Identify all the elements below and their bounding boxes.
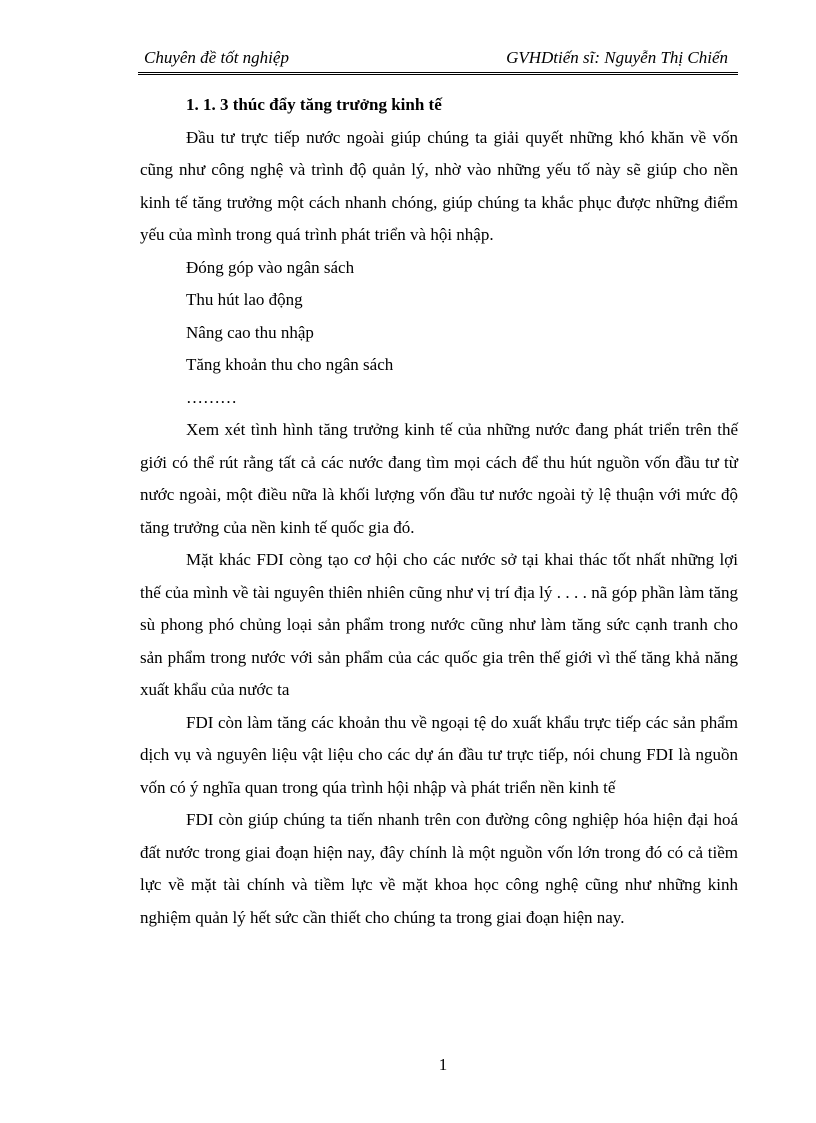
body-paragraph: FDI còn giúp chúng ta tiến nhanh trên con đường công nghiệp hóa hiện đại hoá đất nước trong giai đoạn hiện nay, đây chính là một nguồn vốn lớn trong đó có cả tiềm lực về mặt tài chính và tiềm lực về mặt khoa học công nghệ cũng như những kinh nghiệm quản lý hết sức cần thiết cho chúng ta trong giai đoạn hiện nay. (140, 810, 738, 927)
body-paragraph: Mặt khác FDI còng tạo cơ hội cho các nước sở tại khai thác tốt nhất những lợi thế của mình về tài nguyên thiên nhiên cũng như vị trí địa lý . . . . nã góp phần làm tăng sù phong phó chủng loại sản phẩm trong nước cũng như làm tăng sức cạnh tranh cho sản phẩm trong nước với sản phẩm của các quốc gia trên thế giới vì thế tăng khả năng xuất khẩu của nước ta (140, 550, 738, 699)
list-item: Nâng cao thu nhập (186, 322, 314, 342)
list-item: Đóng góp vào ngân sách (186, 257, 355, 277)
list-item: Thu hút lao động (186, 290, 303, 309)
header-document-title: Chuyên đề tốt nghiệp (144, 48, 289, 67)
intro-paragraph: Đầu tư trực tiếp nước ngoài giúp chúng ta giải quyết những khó khăn về vốn cũng như công nghệ và trình độ quản lý, nhờ vào những yếu tố này sẽ giúp cho nền kinh tế tăng trưởng một cách nhanh chóng, giúp chúng ta khắc phục được những điểm yếu của mình trong quá trình phát triển và hội nhập. (140, 127, 738, 244)
document-body (140, 89, 738, 934)
section-heading: 1. 1. 3 thúc đẩy tăng trưởng kinh tế (186, 95, 442, 114)
header-supervisor: GVHDtiến sĩ: Nguyễn Thị Chiến (506, 48, 728, 67)
list-item: Tăng khoản thu cho ngân sách (186, 355, 394, 374)
list-item-ellipsis: ……… (186, 387, 237, 407)
page-number: 1 (438, 1055, 448, 1074)
body-paragraph: Xem xét tình hình tăng trưởng kinh tế của những nước đang phát triển trên thế giới có thể rút rằng tất cả các nước đang tìm mọi cách để thu hút nguồn vốn đầu tư từ nước ngoài, một điều nữa là khối lượng vốn đầu tư nước ngoài tỷ lệ thuận với mức độ tăng trưởng của nền kinh tế quốc gia đó. (140, 420, 738, 537)
page-header (138, 46, 738, 75)
body-paragraph: FDI còn làm tăng các khoản thu về ngoại tệ do xuất khẩu trực tiếp các sản phẩm dịch vụ và nguyên liệu vật liệu cho các dự án đầu tư trực tiếp, nói chung FDI là nguồn vốn có ý nghĩa quan trong qúa trình hội nhập và phát triển nền kinh tế (140, 712, 738, 797)
